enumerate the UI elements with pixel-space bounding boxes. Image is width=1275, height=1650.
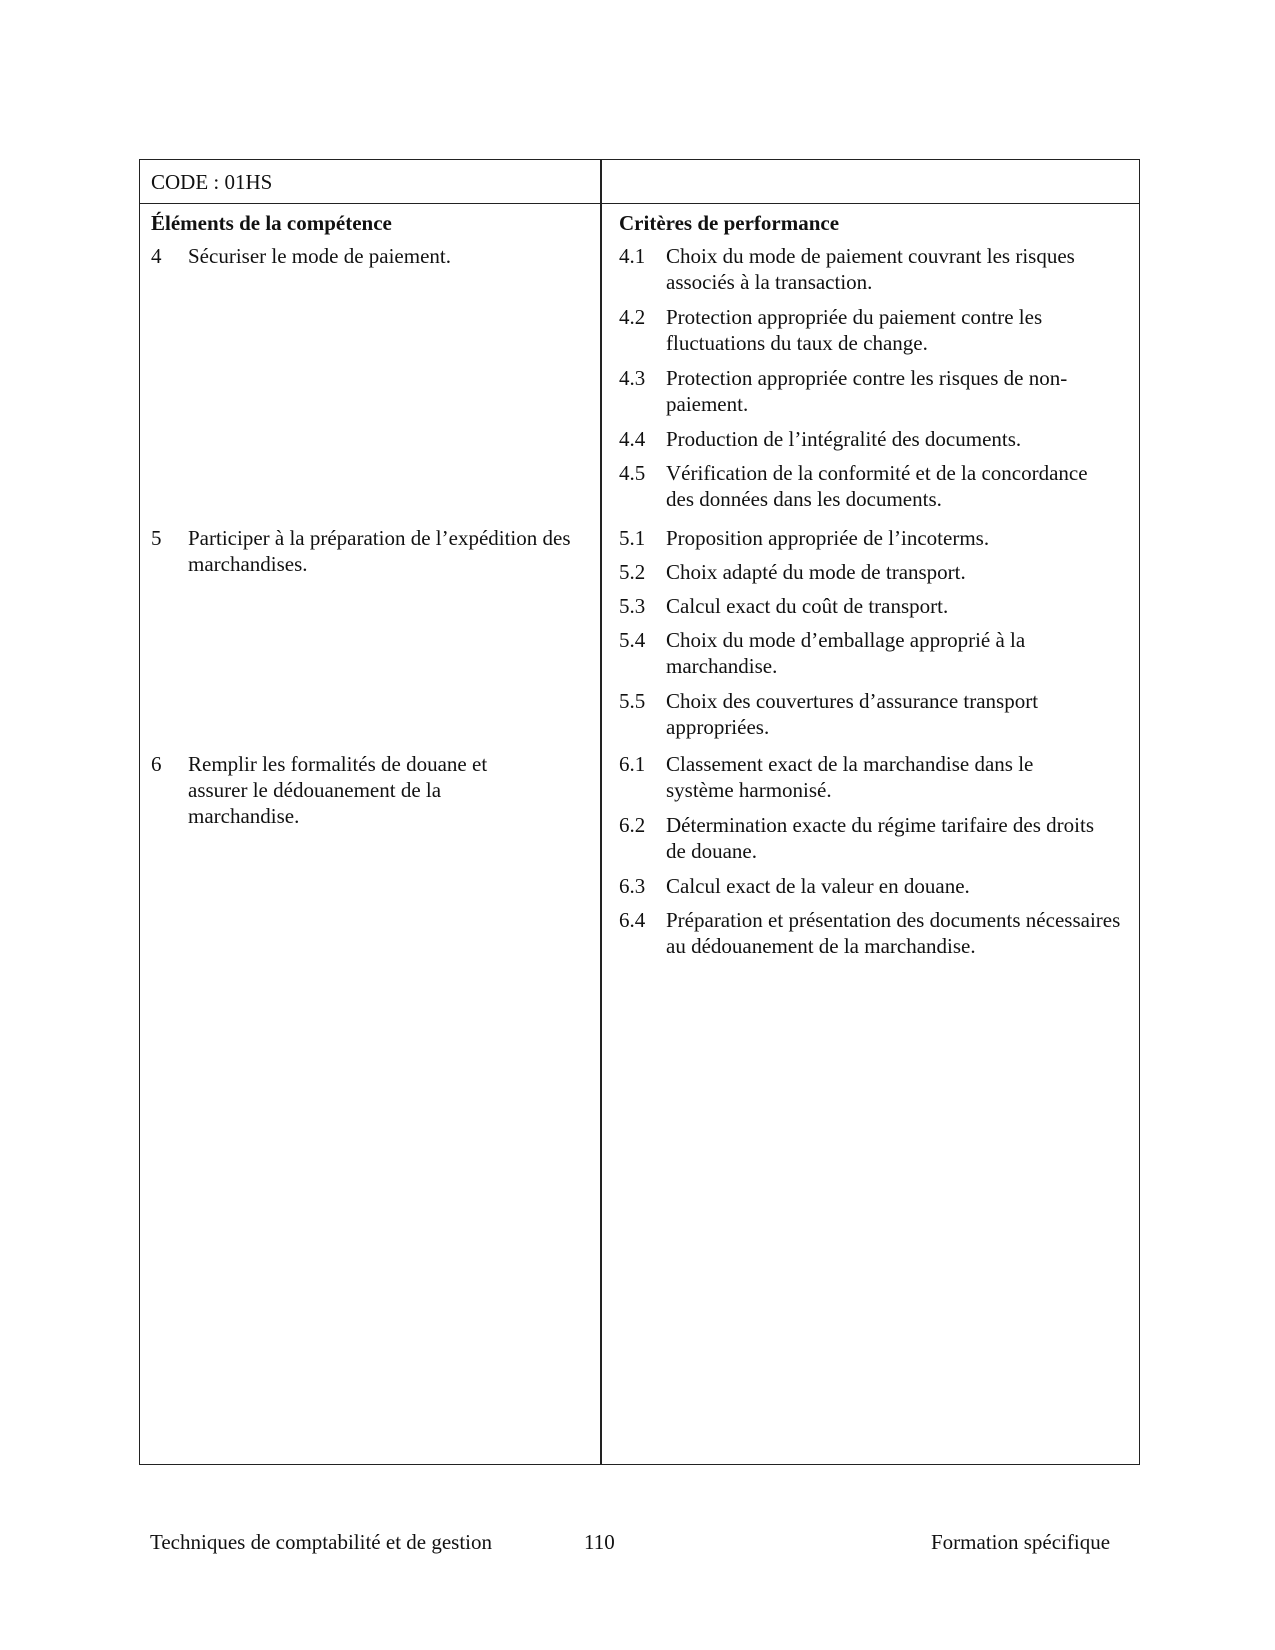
criteria-item <box>619 525 1129 551</box>
criteria-number: 4.1 <box>619 244 646 268</box>
code-label: CODE : 01HS <box>151 170 273 194</box>
criteria-text: Choix du mode de paiement couvrant les risques associés à la transaction. <box>666 244 1075 294</box>
criteria-heading: Critères de performance <box>619 211 840 235</box>
criteria-item <box>619 627 1079 679</box>
element-item <box>151 525 571 577</box>
criteria-text: Choix du mode d’emballage approprié à la marchandise. <box>666 628 1026 678</box>
criteria-item <box>619 243 1129 295</box>
criteria-item <box>619 559 1129 585</box>
criteria-number: 6.4 <box>619 908 646 932</box>
criteria-text: Vérification de la conformité et de la concordance des données dans les documents. <box>666 461 1088 511</box>
criteria-item <box>619 688 1089 740</box>
criteria-number: 5.3 <box>619 594 646 618</box>
criteria-number: 6.2 <box>619 813 646 837</box>
element-text: Participer à la préparation de l’expédition des marchandises. <box>188 526 571 576</box>
criteria-number: 6.3 <box>619 874 646 898</box>
criteria-text: Détermination exacte du régime tarifaire des droits de douane. <box>666 813 1094 863</box>
criteria-number: 5.2 <box>619 560 646 584</box>
criteria-text: Protection appropriée du paiement contre les fluctuations du taux de change. <box>666 305 1043 355</box>
column-divider <box>600 160 602 1464</box>
criteria-text: Proposition appropriée de l’incoterms. <box>666 526 990 550</box>
criteria-item <box>619 751 1089 803</box>
elements-heading: Éléments de la compétence <box>151 211 392 235</box>
criteria-text: Classement exact de la marchandise dans le système harmonisé. <box>666 752 1034 802</box>
criteria-item <box>619 907 1129 959</box>
criteria-number: 5.4 <box>619 628 646 652</box>
criteria-item <box>619 460 1109 512</box>
criteria-text: Production de l’intégralité des documents. <box>666 427 1022 451</box>
criteria-item <box>619 593 1129 619</box>
criteria-number: 5.5 <box>619 689 646 713</box>
criteria-text: Préparation et présentation des documents nécessaires au dédouanement de la marchandise. <box>666 908 1121 958</box>
criteria-number: 5.1 <box>619 526 646 550</box>
criteria-text: Protection appropriée contre les risques de non-paiement. <box>666 366 1068 416</box>
element-number: 6 <box>151 752 162 776</box>
element-text: Sécuriser le mode de paiement. <box>188 244 451 268</box>
criteria-text: Choix adapté du mode de transport. <box>666 560 966 584</box>
criteria-number: 4.5 <box>619 461 646 485</box>
criteria-text: Calcul exact du coût de transport. <box>666 594 949 618</box>
criteria-item <box>619 365 1114 417</box>
element-number: 5 <box>151 526 162 550</box>
footer-section-title: Formation spécifique <box>931 1530 1111 1554</box>
criteria-item <box>619 873 1129 899</box>
footer-program-title: Techniques de comptabilité et de gestion <box>150 1530 493 1554</box>
criteria-column <box>619 210 1129 958</box>
criteria-number: 4.2 <box>619 305 646 329</box>
criteria-number: 4.3 <box>619 366 646 390</box>
competency-table <box>139 159 1140 1465</box>
criteria-item <box>619 426 1129 452</box>
criteria-number: 6.1 <box>619 752 646 776</box>
criteria-number: 4.4 <box>619 427 646 451</box>
footer-page-number: 110 <box>584 1530 615 1554</box>
criteria-text: Choix des couvertures d’assurance transport appropriées. <box>666 689 1039 739</box>
criteria-text: Calcul exact de la valeur en douane. <box>666 874 970 898</box>
element-item <box>151 751 526 829</box>
header-row-divider <box>140 203 1139 204</box>
element-number: 4 <box>151 244 162 268</box>
element-text: Remplir les formalités de douane et assurer le dédouanement de la marchandise. <box>188 752 488 828</box>
elements-column <box>151 210 591 828</box>
criteria-item <box>619 304 1099 356</box>
criteria-item <box>619 812 1099 864</box>
element-item <box>151 243 591 269</box>
